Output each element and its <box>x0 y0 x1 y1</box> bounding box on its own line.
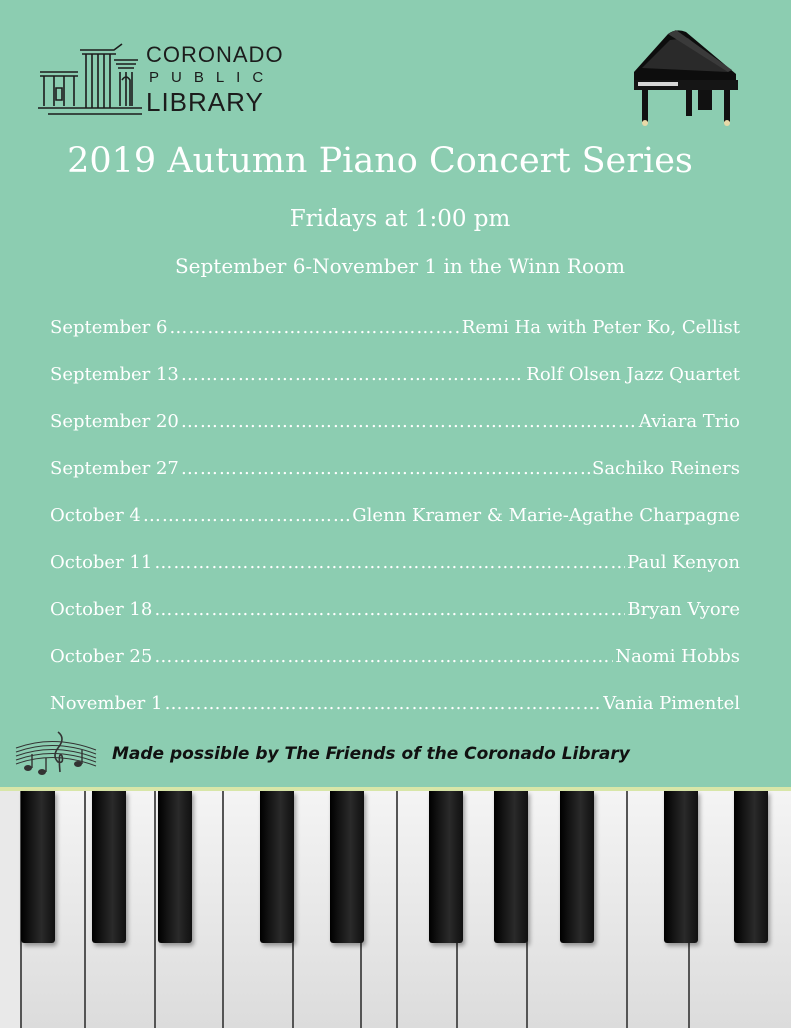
schedule-row <box>50 552 740 599</box>
black-key <box>21 791 55 943</box>
schedule-row <box>50 411 740 458</box>
schedule-time: Fridays at 1:00 pm <box>289 206 511 232</box>
black-key <box>494 791 528 943</box>
concert-date: September 6 <box>50 317 168 338</box>
logo-line-2: PUBLIC <box>149 69 276 86</box>
leader-dots <box>181 411 637 432</box>
logo-line-1: CORONADO <box>146 42 284 67</box>
credit-line <box>14 728 774 778</box>
black-key <box>158 791 192 943</box>
music-notes-icon <box>14 728 98 780</box>
concert-date: November 1 <box>50 693 163 714</box>
schedule-range: September 6-November 1 in the Winn Room <box>174 254 626 278</box>
concert-performer: Bryan Vyore <box>627 599 740 620</box>
schedule-row <box>50 317 740 364</box>
concert-date: October 11 <box>50 552 153 573</box>
leader-dots <box>154 552 625 573</box>
schedule-row <box>50 599 740 646</box>
credit-text: Made possible by The Friends of the Coronado Library <box>112 744 630 764</box>
concert-date: October 4 <box>50 505 141 526</box>
library-logo <box>38 30 296 130</box>
leader-dots <box>169 317 459 338</box>
schedule-row <box>50 364 740 411</box>
leader-dots <box>181 364 524 385</box>
concert-performer: Remi Ha with Peter Ko, Cellist <box>461 317 740 338</box>
concert-performer: Rolf Olsen Jazz Quartet <box>526 364 740 385</box>
concert-performer: Paul Kenyon <box>627 552 740 573</box>
concert-performer: Glenn Kramer & Marie-Agathe Charpagne <box>352 505 740 526</box>
concert-date: September 20 <box>50 411 179 432</box>
concert-performer: Vania Pimentel <box>603 693 740 714</box>
piano-keyboard <box>0 787 791 1028</box>
page-title: 2019 Autumn Piano Concert Series <box>67 141 693 181</box>
black-key <box>429 791 463 943</box>
schedule-row <box>50 458 740 505</box>
concert-schedule <box>50 317 740 740</box>
concert-date: October 25 <box>50 646 153 667</box>
grand-piano-icon <box>628 28 740 128</box>
leader-dots <box>154 646 613 667</box>
logo-line-3: LIBRARY <box>146 87 264 117</box>
schedule-row <box>50 505 740 552</box>
leader-dots <box>164 693 601 714</box>
concert-date: October 18 <box>50 599 153 620</box>
black-key <box>734 791 768 943</box>
black-key <box>560 791 594 943</box>
concert-performer: Sachiko Reiners <box>591 458 740 479</box>
library-building-icon <box>38 40 142 118</box>
concert-performer: Aviara Trio <box>638 411 740 432</box>
black-key <box>664 791 698 943</box>
white-key <box>360 791 398 1028</box>
black-key <box>92 791 126 943</box>
leader-dots <box>143 505 350 526</box>
black-key <box>330 791 364 943</box>
leader-dots <box>181 458 590 479</box>
black-key <box>260 791 294 943</box>
schedule-row <box>50 646 740 693</box>
concert-date: September 13 <box>50 364 179 385</box>
concert-date: September 27 <box>50 458 179 479</box>
concert-performer: Naomi Hobbs <box>615 646 740 667</box>
leader-dots <box>154 599 625 620</box>
